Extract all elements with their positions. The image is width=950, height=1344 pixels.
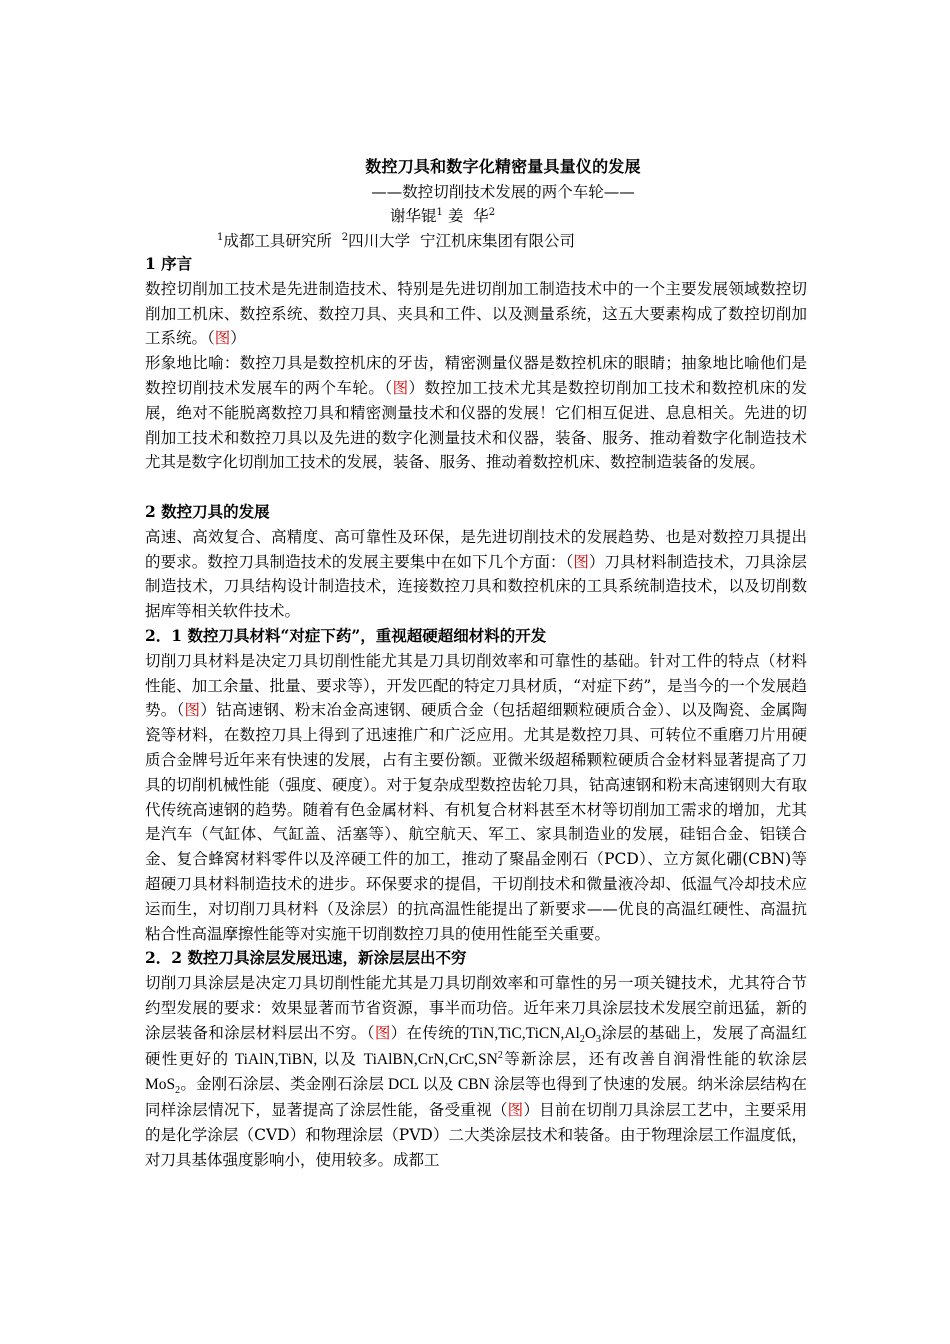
paragraph-text: 等新涂层，还有改善自润滑性能的软涂层 [502, 1049, 807, 1068]
subscript: 3 [596, 1033, 602, 1045]
subsection-heading: 2．1 数控刀具材料“对症下药”，重视超硬超细材料的开发 [145, 625, 547, 645]
affiliation-marker: 1 [436, 206, 443, 218]
author-name: 谢华锟 [390, 207, 437, 225]
coating-formula: CBN [453, 1076, 494, 1094]
paragraph-text: 以及 [422, 1075, 454, 1094]
paragraph-text: ）目前在切削刀具涂层工艺中，主要采用的是化学涂层（CVD）和物理涂层（PVD）二大类涂层技术和装备。由于物理涂层工作温度低，对刀具基体强度影响小，使用较多。成都工 [145, 1101, 807, 1169]
paragraph-text: 数控切削加工技术是先进制造技术、特别是先进切削加工制造技术中的一个主要发展领域数控切削加工机床、数控系统、数控刀具、夹具和工件、以及测量系统，这五大要素构成了数控切削加工系统。（ [145, 279, 807, 348]
paragraph-text: ）刀具材料制造技术，刀具涂层制造技术，刀具结构设计制造技术，连接数控刀具和数控机床的工具系统制造技术，以及切削数据库等相关软件技术。 [145, 552, 807, 621]
figure-link[interactable]: 图 [507, 1101, 524, 1120]
figure-link[interactable]: 图 [374, 1023, 391, 1042]
coating-formula: TiAlN,TiBN, [229, 1050, 318, 1068]
paragraph-text: 切削刀具涂层是决定刀具切削性能尤其是刀具切削效率和可靠性的另一项关键技术，尤其符合节约型发展的要求：效果显著而节省资源，事半而功倍。近年来刀具涂层技术发展空前迅猛，新的涂层装备和涂层材料层出不穷。（ [145, 974, 807, 1042]
author-line [390, 204, 495, 226]
superscript: 2 [497, 1049, 503, 1061]
paragraph-text: 切削刀具材料是决定刀具切削性能尤其是刀具切削效率和可靠性的基础。针对工件的特点（材料性能、加工余量、批量、要求等），开发匹配的特定刀具材质，“对症下药”，是当今的一个发展趋势。（ [145, 651, 807, 720]
paragraph-text: 形象地比喻：数控刀具是数控机床的牙齿，精密测量仪器是数控机床的眼睛；抽象地比喻他们是数控切削技术发展车的两个车轮。（ [145, 354, 807, 397]
affiliation-name: 成都工具研究所 [223, 232, 332, 250]
coating-formula: TiN,TiC,TiCN,Al [469, 1024, 580, 1042]
affiliation-marker: 1 [217, 231, 224, 243]
paragraph-text: 涂层的基础上，发展了高温红硬性更好的 [145, 1023, 807, 1068]
author-name: 姜 华 [447, 207, 489, 225]
affiliation-name: 四川大学 宁江机床集团有限公司 [348, 232, 575, 250]
paragraph-text: 高速、高效复合、高精度、高可靠性及环保，是先进切削技术的发展趋势、也是对数控刀具提出的要求。数控刀具制造技术的发展主要集中在如下几个方面：（ [145, 527, 807, 571]
paragraph-text: 。金刚石涂层、类金刚石涂层 [180, 1075, 384, 1094]
paragraph-text: ）在传统的 [390, 1023, 470, 1042]
paragraph-text: 涂层等也得到了快速的发展。纳米涂层结构在同样涂层情况下，显著提高了涂层性能，备受重视（ [145, 1075, 807, 1120]
figure-link[interactable]: 图 [392, 378, 409, 397]
figure-link[interactable]: 图 [184, 701, 201, 720]
subscript: 2 [579, 1033, 585, 1045]
subscript: 2 [175, 1085, 181, 1097]
figure-link[interactable]: 图 [573, 552, 589, 571]
affiliation-marker: 2 [488, 206, 496, 218]
paragraph [145, 277, 807, 351]
paragraph [145, 351, 807, 475]
coating-formula: MoS [145, 1076, 176, 1094]
paragraph [145, 971, 807, 1172]
affiliation-marker: 2 [341, 231, 349, 243]
blank-line [145, 475, 807, 500]
document-subtitle: ——数控切削技术发展的两个车轮—— [371, 183, 635, 201]
paragraph-text: ）钴高速钢、粉末冶金高速钢、硬质合金（包括超细颗粒硬质合金）、以及陶瓷、金属陶瓷等材料，在数控刀具上得到了迅速推广和广泛应用。尤其是数控刀具、可转位不重磨刀片用硬质合金牌号近年来有快速的发展，占有主要份额。亚微米级超稀颗粒硬质合金材料显著提高了刀具的切削机械性能（强度、硬度）。对于复杂成型数控齿轮刀具，钴高速钢和粉末高速钢则大有取代传统高速钢的趋势。随着有色金属材料、有机复合材料甚至木材等切削加工需求的增加，尤其是汽车（气缸体、气缸盖、活塞等）、航空航天、军工、家具制造业的发展，硅铝合金、铝镁合金、复合蜂窝材料零件以及淬硬工件的加工，推动了聚晶金刚石（PCD）、立方氮化硼(CBN)等超硬刀具材料制造技术的进步。环保要求的提倡，干切削技术和微量液冷却、低温气冷却技术应运而生，对切削刀具材料（及涂层）的抗高温性能提出了新要求——优良的高温红硬性、高温抗粘合性高温摩擦性能等对实施干切削数控刀具的使用性能至关重要。 [145, 701, 807, 943]
paragraph-text: ） [230, 329, 246, 348]
section-heading: 1 序言 [145, 254, 193, 273]
paragraph [145, 649, 807, 947]
coating-formula: TiAlBN,CrN,CrC,SN [363, 1050, 498, 1068]
coating-formula: DCL [384, 1076, 423, 1094]
paragraph-text: 以及 [317, 1049, 364, 1068]
paragraph [145, 525, 807, 624]
section-heading: 2 数控刀具的发展 [145, 501, 270, 521]
figure-link[interactable]: 图 [214, 329, 231, 348]
document-title: 数控刀具和数字化精密量具量仪的发展 [365, 157, 641, 176]
subsection-heading: 2．2 数控刀具涂层发展迅速，新涂层层出不穷 [145, 948, 467, 968]
coating-formula: O [584, 1024, 597, 1042]
document-body [145, 252, 807, 1172]
affiliation-line [217, 229, 575, 251]
paragraph-text: ）数控加工技术尤其是数控切削加工技术和数控机床的发展，绝对不能脱离数控刀具和精密测量技术和仪器的发展！它们相互促进、息息相关。先进的切削加工技术和数控刀具以及先进的数字化测量技术和仪器，装备、服务、推动着数字化制造技术尤其是数字化切削加工技术的发展，装备、服务、推动着数控机床、数控制造装备的发展。 [145, 378, 807, 472]
